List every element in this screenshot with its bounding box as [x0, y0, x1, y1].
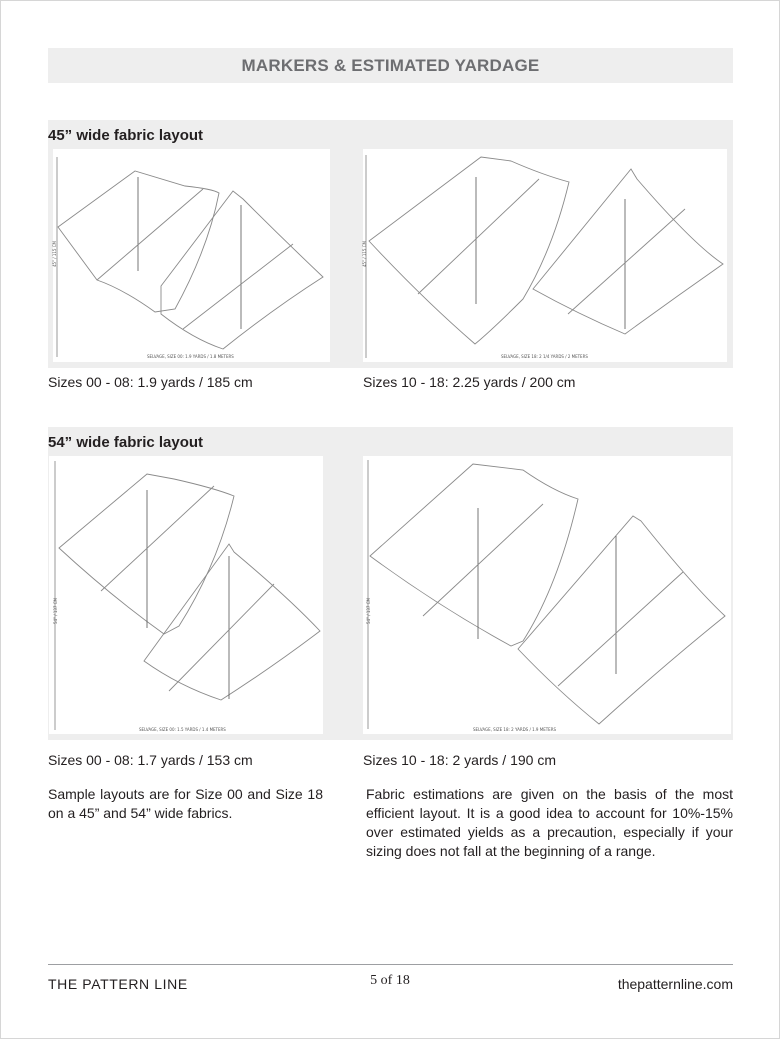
caption-45-size-00: Sizes 00 - 08: 1.9 yards / 185 cm — [48, 374, 253, 390]
notes-fabric-estimations: Fabric estimations are given on the basis of the most efficient layout. It is a good idea to account for 10%-15% over estimated yields as a precaution, especially if your sizing does not fall at the beginning of a range. — [366, 786, 733, 859]
selvage-label: SELVAGE, SIZE 00: 1.5 YARDS / 1.4 METERS — [139, 727, 226, 732]
marker-diagram-54-large — [363, 456, 731, 734]
layout-45-size-00 — [53, 149, 330, 362]
section-54-heading: 54” wide fabric layout — [48, 434, 204, 451]
marker-diagram-54-small — [49, 456, 323, 734]
section-45-heading: 45” wide fabric layout — [48, 127, 204, 144]
layout-54-size-18 — [363, 456, 731, 734]
caption-54-size-18: Sizes 10 - 18: 2 yards / 190 cm — [363, 752, 556, 768]
notes-sample-layouts: Sample layouts are for Size 00 and Size 18 on a 45” and 54” wide fabrics. — [48, 786, 323, 821]
selvage-label: SELVAGE, SIZE 18: 2 1/4 YARDS / 2 METERS — [501, 354, 588, 359]
width-label: 54" / 137 CM — [53, 598, 58, 624]
width-label: 45" / 115 CM — [52, 241, 57, 267]
width-label: 54" / 137 CM — [366, 598, 371, 624]
caption-45-size-18: Sizes 10 - 18: 2.25 yards / 200 cm — [363, 374, 576, 390]
caption-54-size-00: Sizes 00 - 08: 1.7 yards / 153 cm — [48, 752, 253, 768]
footer-url: thepatternline.com — [617, 976, 733, 992]
width-label: 45" / 115 CM — [362, 241, 367, 267]
page-number: 5 of 18 — [370, 973, 410, 988]
footer-divider — [48, 964, 733, 965]
marker-diagram-45-small — [53, 149, 330, 362]
footer-brand: THE PATTERN LINE — [48, 976, 188, 992]
selvage-label: SELVAGE, SIZE 18: 2 YARDS / 1.9 METERS — [473, 727, 557, 732]
layout-45-size-18 — [363, 149, 727, 362]
page-title: MARKERS & ESTIMATED YARDAGE — [48, 48, 733, 83]
selvage-label: SELVAGE, SIZE 00: 1.9 YARDS / 1.8 METERS — [147, 354, 234, 359]
marker-diagram-45-large — [363, 149, 727, 362]
layout-54-size-00 — [49, 456, 323, 734]
